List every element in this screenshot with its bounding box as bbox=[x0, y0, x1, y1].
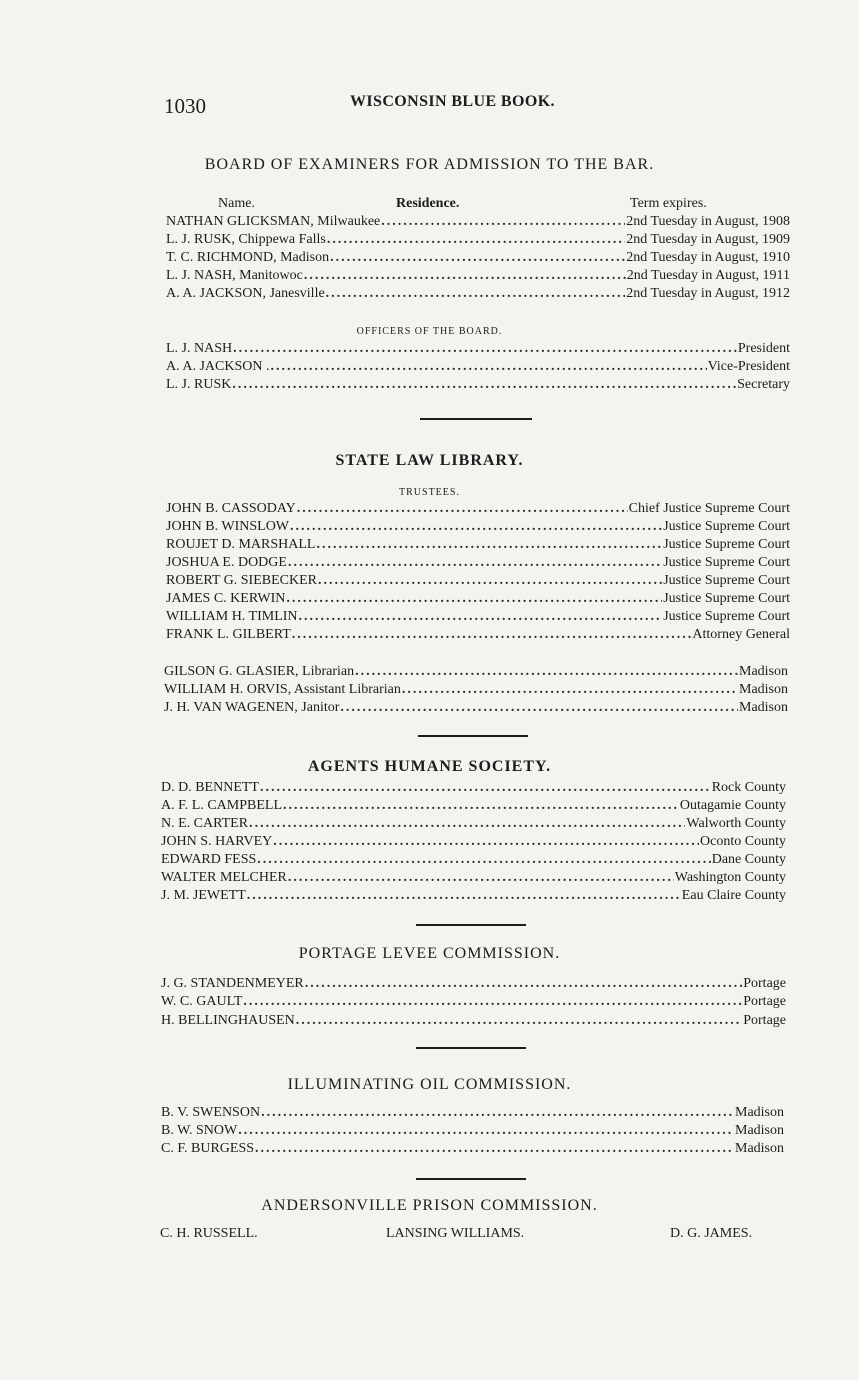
trustees-subtitle: TRUSTEES. bbox=[399, 487, 460, 498]
section-title-prison: ANDERSONVILLE PRISON COMMISSION. bbox=[261, 1197, 598, 1214]
bar-examiner-row: L. J. NASH, Manitowoc ..... 2nd Tuesday in August, 1911 bbox=[166, 267, 790, 284]
humane-agent-row: EDWARD FESS ..... Dane County bbox=[161, 851, 786, 868]
oil-member-row: B. V. SWENSON ..... Madison bbox=[161, 1104, 784, 1121]
bar-examiner-row: T. C. RICHMOND, Madison ..... 2nd Tuesday in August, 1910 bbox=[166, 249, 790, 266]
trustee-row: JOHN B. CASSODAY ..... Chief Justice Supreme Court bbox=[166, 500, 790, 517]
trustee-row: ROBERT G. SIEBECKER ..... Justice Supreme Court bbox=[166, 572, 790, 589]
section-title-library: STATE LAW LIBRARY. bbox=[335, 452, 524, 469]
officer-row: A. A. JACKSON . ..... Vice-President bbox=[166, 358, 790, 375]
humane-agent-row: D. D. BENNETT ..... Rock County bbox=[161, 779, 786, 796]
prison-member: LANSING WILLIAMS. bbox=[386, 1226, 525, 1241]
trustee-row: ROUJET D. MARSHALL ..... Justice Supreme Court bbox=[166, 536, 790, 553]
levee-member-row: J. G. STANDENMEYER ..... Portage bbox=[161, 975, 786, 992]
bar-examiner-row: NATHAN GLICKSMAN, Milwaukee ..... 2nd Tuesday in August, 1908 bbox=[166, 213, 790, 230]
column-header-residence: Residence. bbox=[396, 196, 460, 211]
section-divider bbox=[416, 924, 526, 926]
section-title-humane: AGENTS HUMANE SOCIETY. bbox=[307, 758, 552, 775]
levee-member-row: H. BELLINGHAUSEN ..... Portage bbox=[161, 1012, 786, 1029]
section-title-levee: PORTAGE LEVEE COMMISSION. bbox=[298, 945, 561, 962]
section-divider bbox=[418, 735, 528, 737]
humane-agent-row: N. E. CARTER ..... Walworth County bbox=[161, 815, 786, 832]
prison-member: C. H. RUSSELL. bbox=[160, 1226, 258, 1241]
column-header-term: Term expires. bbox=[630, 196, 707, 211]
officer-row: L. J. NASH ..... President bbox=[166, 340, 790, 357]
trustee-row: JOSHUA E. DODGE ..... Justice Supreme Court bbox=[166, 554, 790, 571]
section-divider bbox=[416, 1178, 526, 1180]
bar-examiner-row: L. J. RUSK, Chippewa Falls ..... 2nd Tuesday in August, 1909 bbox=[166, 231, 790, 248]
humane-agent-row: A. F. L. CAMPBELL ..... Outagamie County bbox=[161, 797, 786, 814]
humane-agent-row: JOHN S. HARVEY ..... Oconto County bbox=[161, 833, 786, 850]
trustee-row: WILLIAM H. TIMLIN ..... Justice Supreme Court bbox=[166, 608, 790, 625]
humane-agent-row: WALTER MELCHER ..... Washington County bbox=[161, 869, 786, 886]
page-number: 1030 bbox=[164, 94, 206, 118]
section-title-oil: ILLUMINATING OIL COMMISSION. bbox=[287, 1076, 572, 1093]
oil-member-row: C. F. BURGESS ..... Madison bbox=[161, 1140, 784, 1157]
levee-member-row: W. C. GAULT ..... Portage bbox=[161, 993, 786, 1010]
section-divider bbox=[420, 418, 532, 420]
trustee-row: JAMES C. KERWIN ..... Justice Supreme Court bbox=[166, 590, 790, 607]
section-divider bbox=[416, 1047, 526, 1049]
library-staff-row: J. H. VAN WAGENEN, Janitor ..... Madison bbox=[164, 699, 788, 716]
library-staff-row: WILLIAM H. ORVIS, Assistant Librarian ..... Madison bbox=[164, 681, 788, 698]
trustee-row: FRANK L. GILBERT ..... Attorney General bbox=[166, 626, 790, 643]
officer-row: L. J. RUSK ..... Secretary bbox=[166, 376, 790, 393]
humane-agent-row: J. M. JEWETT ..... Eau Claire County bbox=[161, 887, 786, 904]
oil-member-row: B. W. SNOW ..... Madison bbox=[161, 1122, 784, 1139]
officers-subtitle: OFFICERS OF THE BOARD. bbox=[356, 326, 503, 337]
library-staff-row: GILSON G. GLASIER, Librarian ..... Madison bbox=[164, 663, 788, 680]
section-title-bar: BOARD OF EXAMINERS FOR ADMISSION TO THE BAR. bbox=[204, 156, 655, 173]
prison-member: D. G. JAMES. bbox=[670, 1226, 753, 1241]
trustee-row: JOHN B. WINSLOW ..... Justice Supreme Court bbox=[166, 518, 790, 535]
running-head: WISCONSIN BLUE BOOK. bbox=[350, 93, 555, 110]
bar-examiner-row: A. A. JACKSON, Janesville ..... 2nd Tuesday in August, 1912 bbox=[166, 285, 790, 302]
column-header-name: Name. bbox=[218, 196, 255, 211]
